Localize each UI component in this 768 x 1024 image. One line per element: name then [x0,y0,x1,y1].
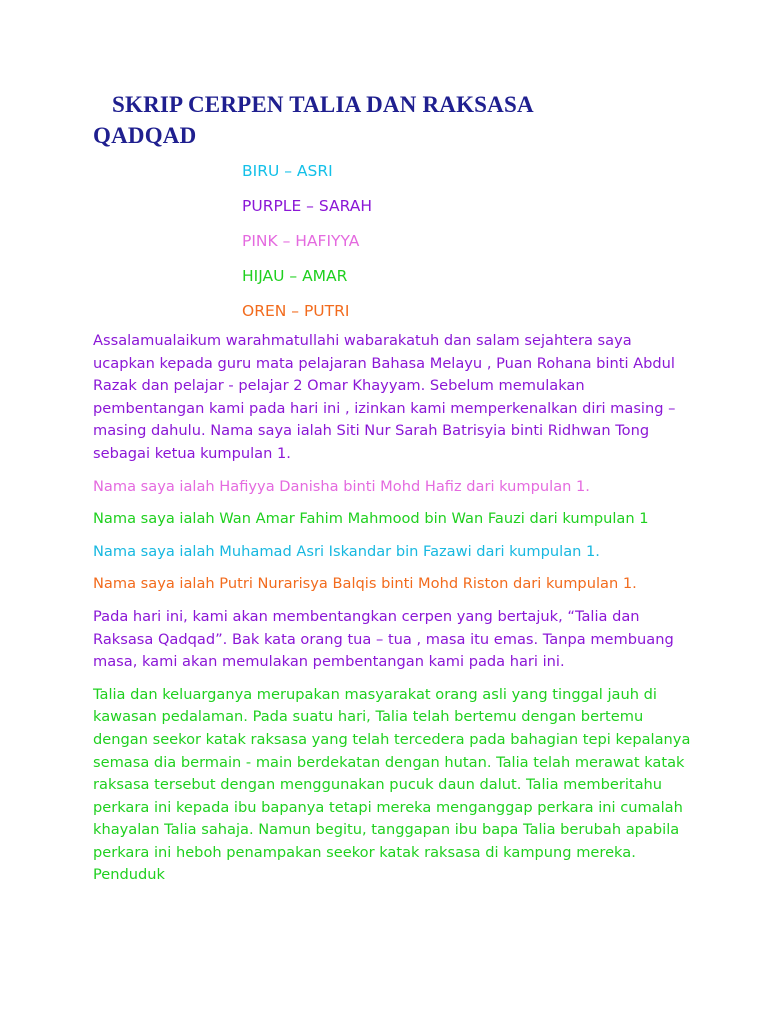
paragraph-sarah-intro: Assalamualaikum warahmatullahi wabarakatuh dan salam sejahtera saya ucapkan kepada guru mata pelajaran Bahasa Melayu , Puan Rohana binti Abdul Razak dan pelajar - pelajar 2 Omar Khayyam. Sebelum memulakan pembentangan kami pada hari ini , izinkan kami memperkenalkan diri masing – masing dahulu. Nama saya ialah Siti Nur Sarah Batrisyia binti Ridhwan Tong sebagai ketua kumpulan 1. [93,332,676,462]
document-title [93,89,653,151]
paragraph-story-summary: Talia dan keluarganya merupakan masyarakat orang asli yang tinggal jauh di kawasan pedalaman. Pada suatu hari, Talia telah bertemu dengan bertemu dengan seekor katak raksasa yang telah tercedera pada bahagian tepi kepalanya semasa dia bermain - main berdekatan dengan hutan. Talia telah merawat katak raksasa tersebut dengan menggunakan pucuk daun dalut. Talia memberitahu perkara ini kepada ibu bapanya tetapi mereka menganggap perkara ini cumalah khayalan Talia sahaja. Namun begitu, tanggapan ibu bapa Talia berubah apabila perkara ini heboh penampakan seekor katak raksasa di kampung mereka. Penduduk [93,685,691,884]
title-line-1: SKRIP CERPEN TALIA DAN RAKSASA [112,92,534,117]
legend-item-hafiyya: PINK – HAFIYYA [242,232,360,250]
paragraph-hafiyya-intro: Nama saya ialah Hafiyya Danisha binti Mohd Hafiz dari kumpulan 1. [93,477,590,495]
script-body [93,330,693,897]
paragraph-asri-intro: Nama saya ialah Muhamad Asri Iskandar bin Fazawi dari kumpulan 1. [93,542,600,560]
character-color-legend [242,158,372,333]
paragraph-amar-intro: Nama saya ialah Wan Amar Fahim Mahmood bin Wan Fauzi dari kumpulan 1 [93,510,649,528]
legend-item-asri: BIRU – ASRI [242,162,333,180]
legend-item-putri: OREN – PUTRI [242,302,350,320]
paragraph-presentation-opening: Pada hari ini, kami akan membentangkan cerpen yang bertajuk, “Talia dan Raksasa Qadqad”. Bak kata orang tua – tua , masa itu emas. Tanpa membuang masa, kami akan memulakan pembentangan kami pada hari ini. [93,607,674,671]
legend-item-sarah: PURPLE – SARAH [242,197,372,215]
legend-item-amar: HIJAU – AMAR [242,267,348,285]
title-line-2: QADQAD [93,123,197,148]
paragraph-putri-intro: Nama saya ialah Putri Nurarisya Balqis binti Mohd Riston dari kumpulan 1. [93,575,637,593]
